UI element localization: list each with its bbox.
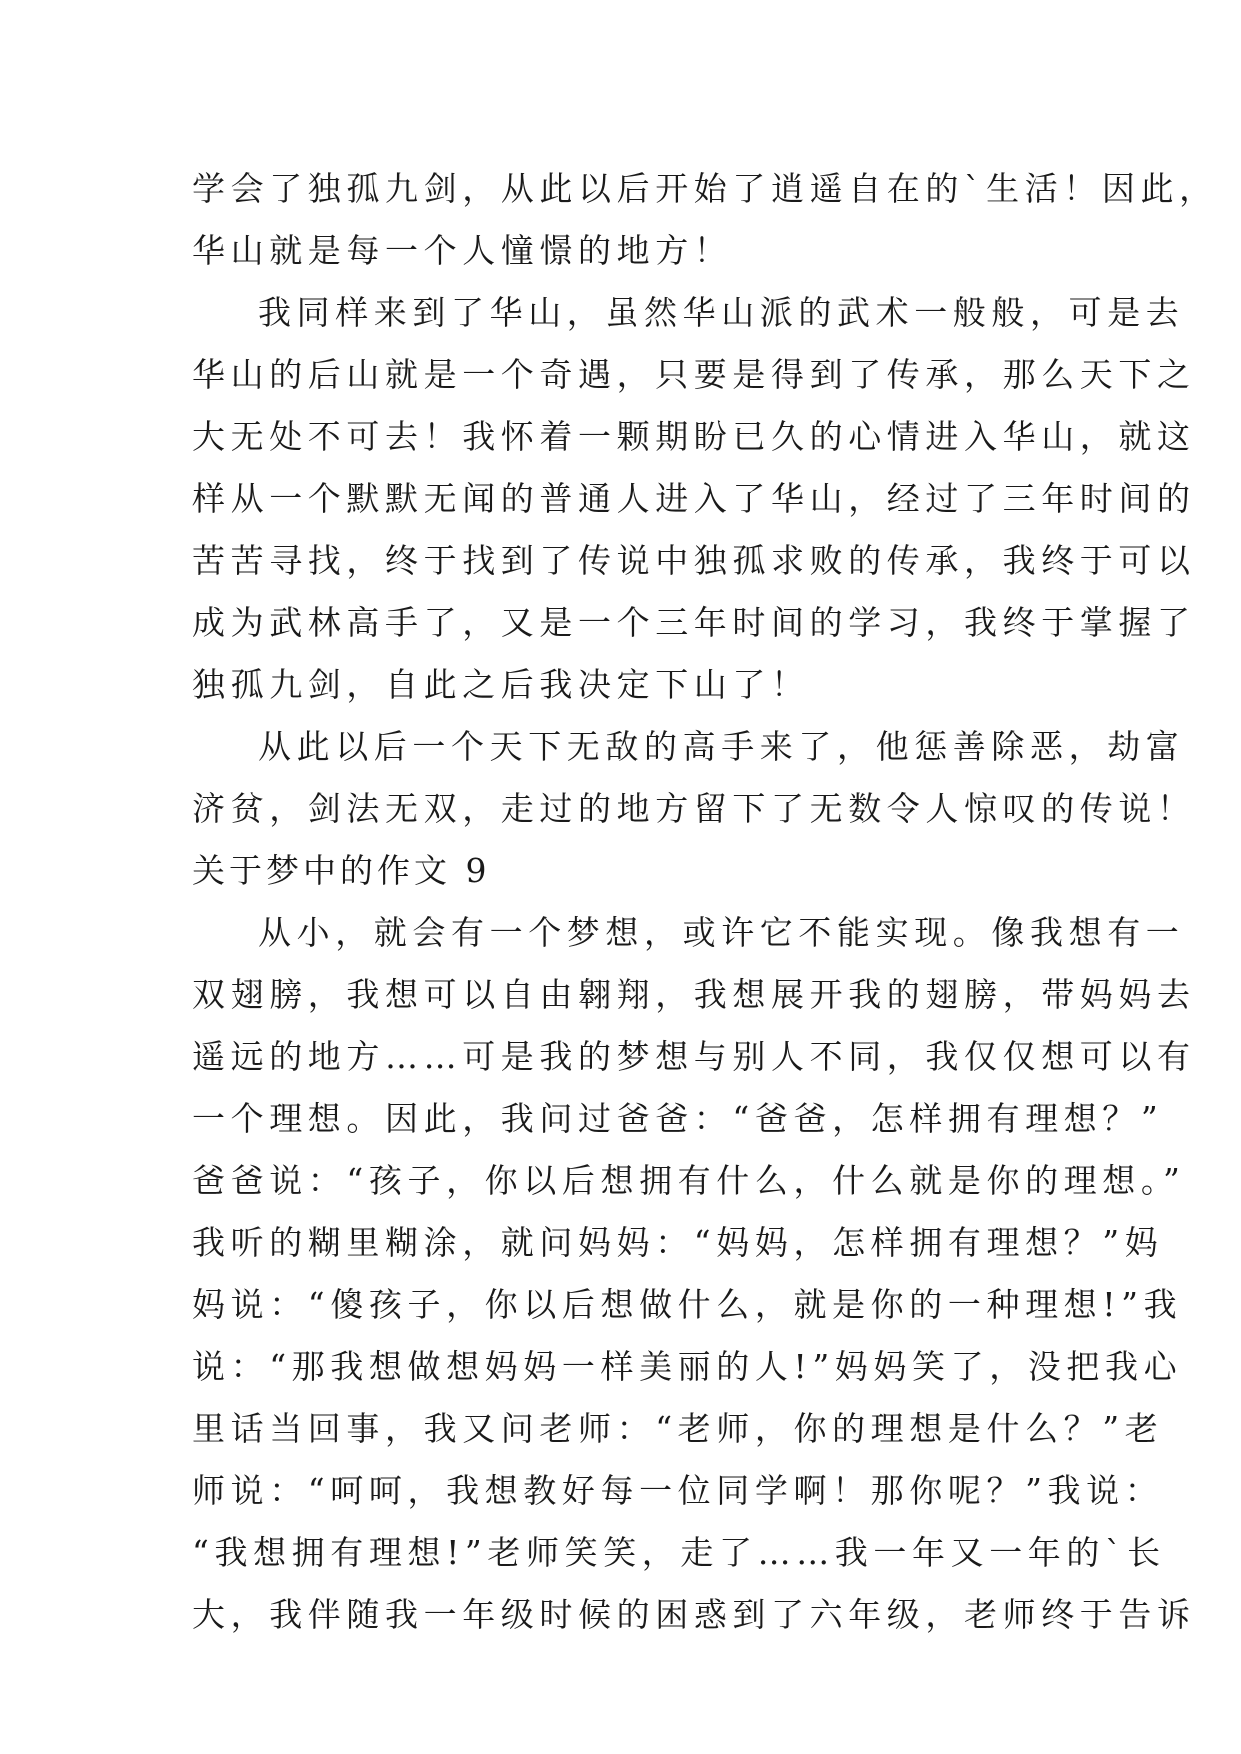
text-line: 学会了独孤九剑，从此以后开始了逍遥自在的`生活！因此， [192, 169, 1218, 208]
text-line: 一个理想。因此，我问过爸爸：“爸爸，怎样拥有理想？” [192, 1099, 1164, 1138]
text-line: “我想拥有理想!”老师笑笑，走了……我一年又一年的`长 [192, 1533, 1166, 1572]
text-line: 苦苦寻找，终于找到了传说中独孤求败的传承，我终于可以 [192, 541, 1196, 580]
text-line: 成为武林高手了，又是一个三年时间的学习，我终于掌握了 [192, 603, 1196, 642]
paragraph-start-line: 从小，就会有一个梦想，或许它不能实现。像我想有一 [258, 913, 1185, 952]
text-line: 大无处不可去！我怀着一颗期盼已久的心情进入华山，就这 [192, 417, 1196, 456]
paragraph-start-line: 我同样来到了华山，虽然华山派的武术一般般，可是去 [258, 293, 1185, 332]
text-line: 样从一个默默无闻的普通人进入了华山，经过了三年时间的 [192, 479, 1196, 518]
text-line: 里话当回事，我又问老师：“老师，你的理想是什么？”老 [192, 1409, 1164, 1448]
text-line: 华山的后山就是一个奇遇，只要是得到了传承，那么天下之 [192, 355, 1196, 394]
document-body [192, 158, 1218, 1646]
text-line: 独孤九剑，自此之后我决定下山了！ [192, 665, 810, 704]
section-heading: 关于梦中的作文 9 [192, 851, 491, 890]
text-line: 双翅膀，我想可以自由翱翔，我想展开我的翅膀，带妈妈去 [192, 975, 1196, 1014]
text-line: 妈说：“傻孩子，你以后想做什么，就是你的一种理想!”我 [192, 1285, 1183, 1324]
text-line: 师说：“呵呵，我想教好每一位同学啊！那你呢？”我说： [192, 1471, 1164, 1510]
text-line: 遥远的地方……可是我的梦想与别人不同，我仅仅想可以有 [192, 1037, 1196, 1076]
text-line: 济贫，剑法无双，走过的地方留下了无数令人惊叹的传说！ [192, 789, 1196, 828]
text-line: 说：“那我想做想妈妈一样美丽的人!”妈妈笑了，没把我心 [192, 1347, 1183, 1386]
text-line: 爸爸说：“孩子，你以后想拥有什么，什么就是你的理想。” [192, 1161, 1186, 1200]
paragraph-start-line: 从此以后一个天下无敌的高手来了，他惩善除恶，劫富 [258, 727, 1185, 766]
text-line: 华山就是每一个人憧憬的地方！ [192, 231, 733, 270]
text-line: 大，我伴随我一年级时候的困惑到了六年级，老师终于告诉 [192, 1595, 1196, 1634]
text-line: 我听的糊里糊涂，就问妈妈：“妈妈，怎样拥有理想？”妈 [192, 1223, 1164, 1262]
